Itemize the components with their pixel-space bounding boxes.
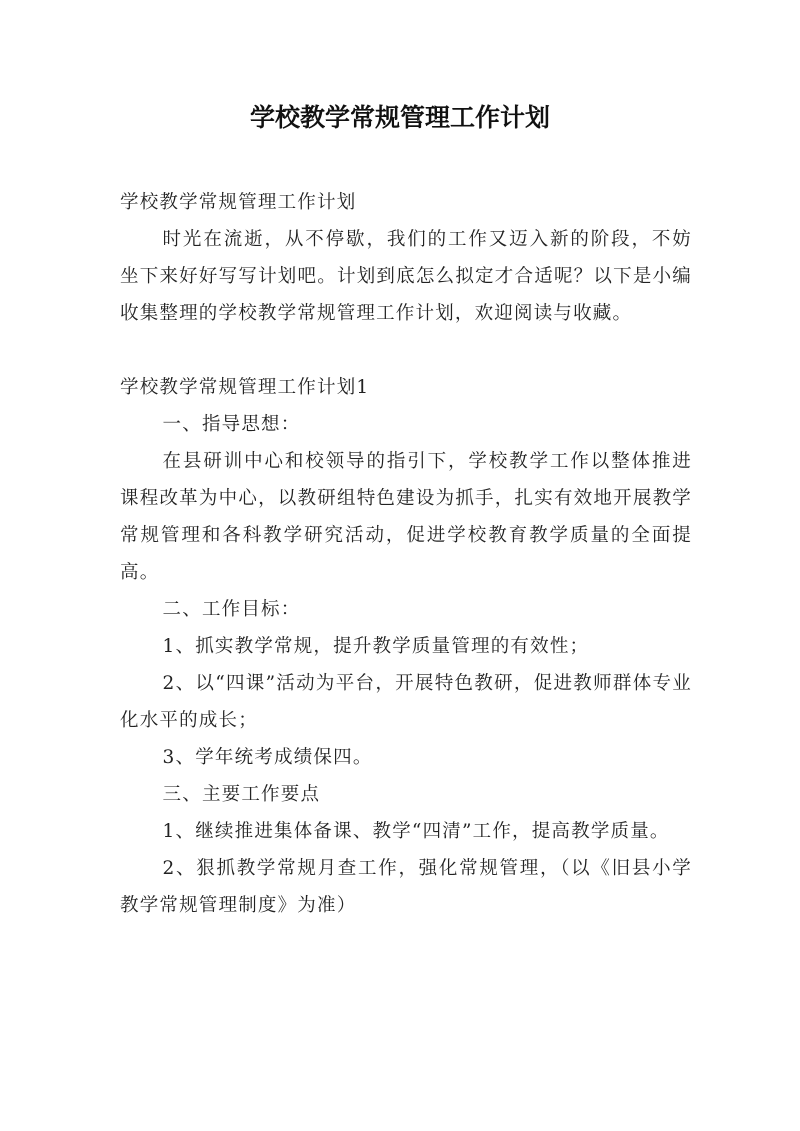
document-body	[120, 184, 692, 924]
paragraph-gap	[120, 332, 692, 369]
section-title: 学校教学常规管理工作计划1	[120, 377, 370, 398]
document-title: 学校教学常规管理工作计划	[249, 103, 550, 132]
key-point-item-1: 1、继续推进集体备课、教学“四清”工作，提高教学质量。	[162, 821, 670, 842]
goal-item-2: 2、以“四课”活动为平台，开展特色教研，促进教师群体专业化水平的成长；	[120, 673, 692, 731]
key-point-item-2: 2、狠抓教学常规月查工作，强化常规管理，（以《旧县小学教学常规管理制度》为准）	[120, 858, 692, 916]
heading-key-points: 三、主要工作要点	[162, 784, 321, 805]
goal-item-3: 3、学年统考成绩保四。	[162, 747, 373, 768]
heading-work-goals: 二、工作目标：	[162, 599, 301, 620]
heading-guiding-thought: 一、指导思想：	[162, 414, 301, 435]
paragraph-guiding-thought: 在县研训中心和校领导的指引下，学校教学工作以整体推进课程改革为中心，以教研组特色建设为抓手，扎实有效地开展教学常规管理和各科教学研究活动，促进学校教育教学质量的全面提高。	[120, 451, 692, 583]
intro-paragraph: 时光在流逝，从不停歇，我们的工作又迈入新的阶段，不妨坐下来好好写写计划吧。计划到底怎么拟定才合适呢？以下是小编收集整理的学校教学常规管理工作计划，欢迎阅读与收藏。	[120, 229, 692, 324]
goal-item-1: 1、抓实教学常规，提升教学质量管理的有效性；	[162, 636, 590, 657]
document-subtitle: 学校教学常规管理工作计划	[120, 192, 357, 213]
